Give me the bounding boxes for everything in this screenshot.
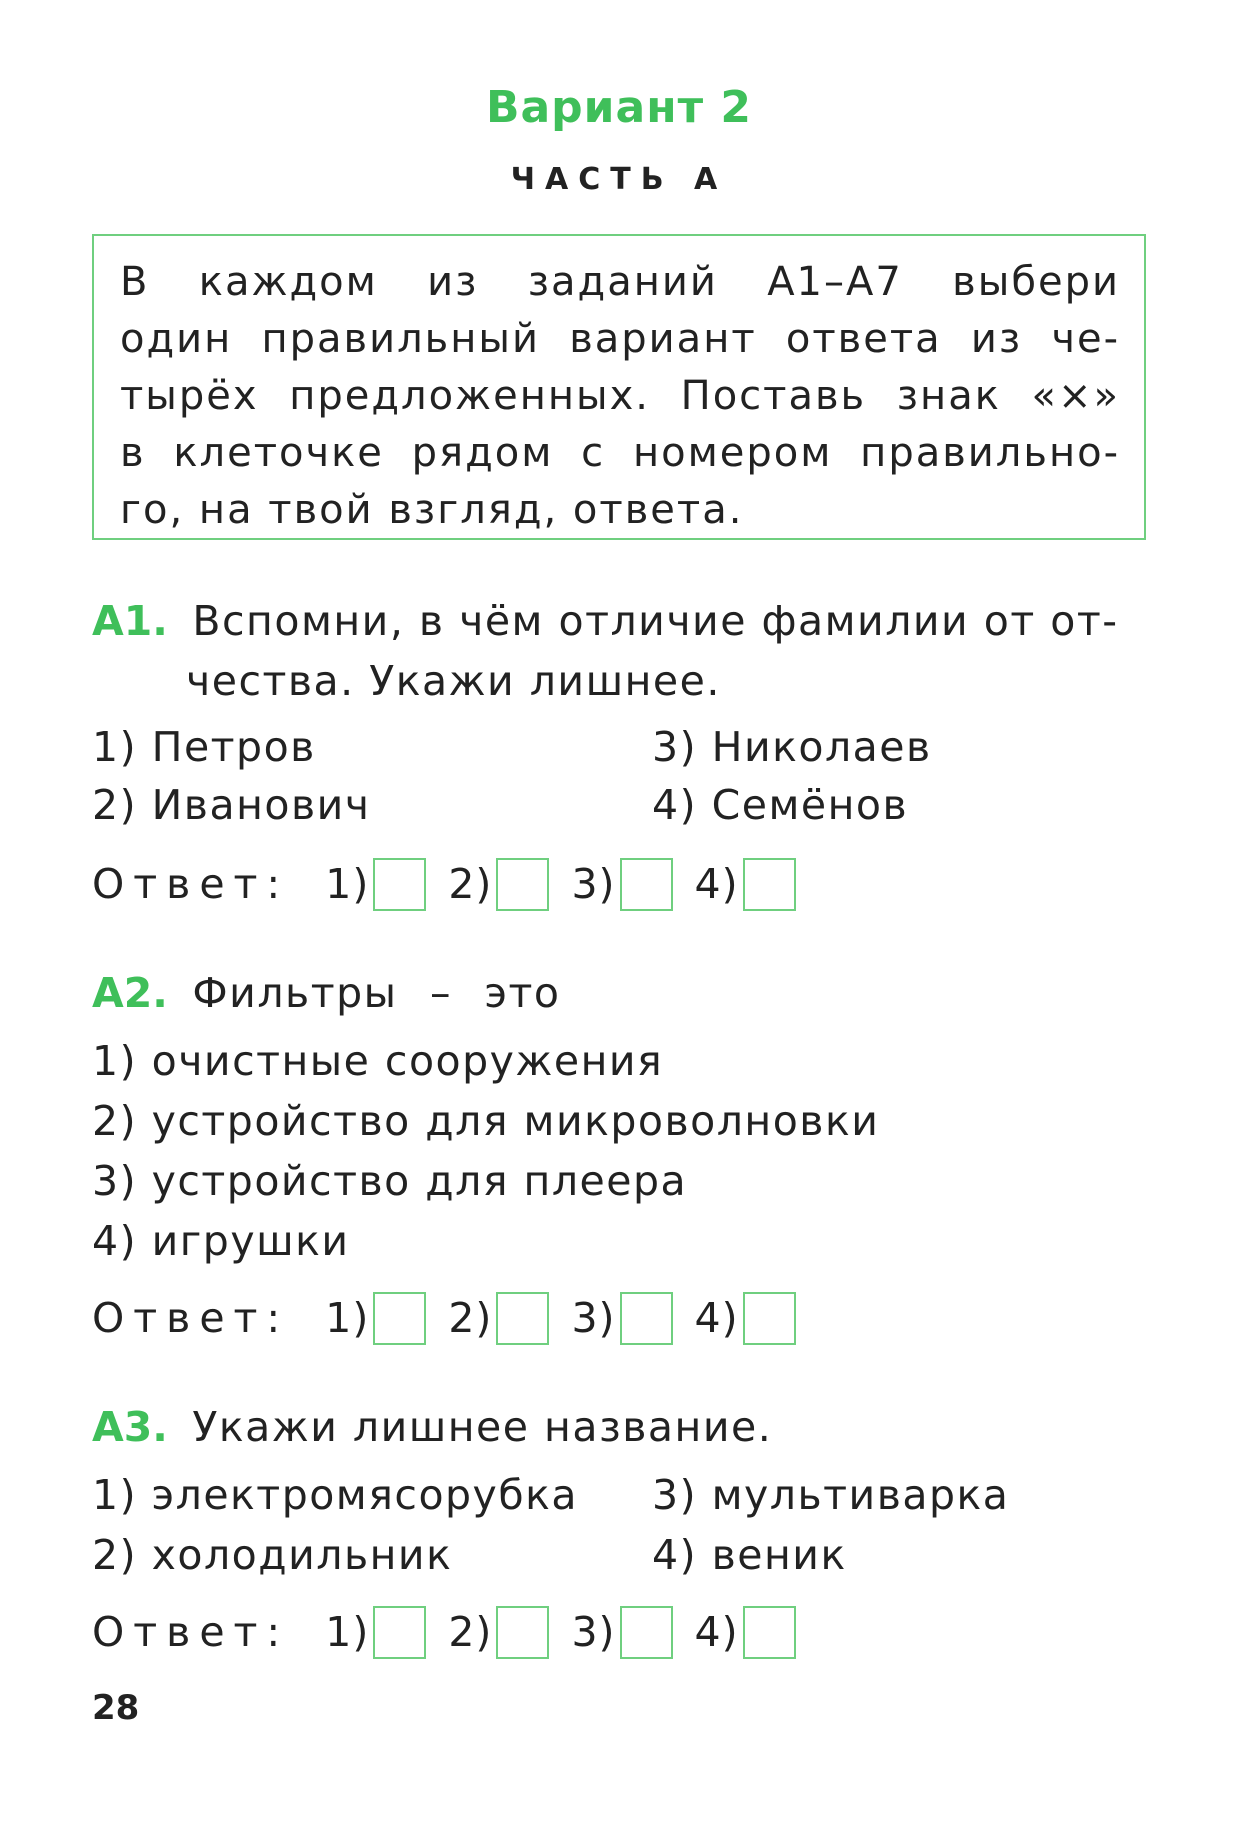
question-text: Вспомни, в чём отличие фамилии от от-	[192, 597, 1119, 645]
answer-option-number: 1)	[325, 860, 370, 908]
answer-checkbox[interactable]	[496, 1606, 549, 1659]
answer-checkbox[interactable]	[743, 1606, 796, 1659]
answer-option	[448, 858, 549, 911]
answer-checkbox[interactable]	[496, 1292, 549, 1345]
instruction-line: В каждом из заданий А1–А7 выбери	[120, 259, 1120, 305]
answer-label: Ответ:	[92, 860, 290, 908]
answer-row-a2	[92, 1290, 818, 1346]
question-a1-option-4: 4) Семёнов	[652, 781, 909, 829]
answer-option	[695, 1292, 796, 1345]
question-a3-option-4: 4) веник	[652, 1531, 847, 1579]
instruction-line: в клеточке рядом с номером правильно-	[120, 430, 1120, 476]
answer-checkbox[interactable]	[373, 1292, 426, 1345]
question-text: Укажи лишнее название.	[192, 1403, 773, 1451]
answer-option	[325, 858, 426, 911]
answer-checkbox[interactable]	[496, 858, 549, 911]
part-title: ЧАСТЬ А	[510, 162, 728, 197]
answer-option-number: 1)	[325, 1608, 370, 1656]
question-a1-line-1	[92, 596, 1119, 646]
answer-option-number: 1)	[325, 1294, 370, 1342]
question-a1-option-1: 1) Петров	[92, 723, 316, 771]
question-a2-line-1	[92, 968, 561, 1018]
question-a3-option-3: 3) мультиварка	[652, 1471, 1010, 1519]
answer-checkbox[interactable]	[620, 858, 673, 911]
page-number: 28	[92, 1688, 140, 1728]
question-number: А2.	[92, 969, 168, 1017]
answer-option	[325, 1606, 426, 1659]
answer-checkbox[interactable]	[743, 1292, 796, 1345]
instruction-line: один правильный вариант ответа из че-	[120, 316, 1120, 362]
question-number: А3.	[92, 1403, 168, 1451]
question-a2-option-3: 3) устройство для плеера	[92, 1157, 688, 1205]
answer-option	[695, 858, 796, 911]
answer-checkbox[interactable]	[743, 858, 796, 911]
question-a2-option-2: 2) устройство для микроволновки	[92, 1097, 880, 1145]
answer-option	[695, 1606, 796, 1659]
instruction-line: го, на твой взгляд, ответа.	[120, 487, 744, 533]
answer-option	[571, 1606, 672, 1659]
answer-label: Ответ:	[92, 1608, 290, 1656]
question-text: Фильтры – это	[192, 969, 561, 1017]
answer-label: Ответ:	[92, 1294, 290, 1342]
answer-option	[571, 1292, 672, 1345]
answer-option-number: 4)	[694, 860, 739, 908]
answer-checkbox[interactable]	[373, 858, 426, 911]
answer-option-number: 4)	[694, 1608, 739, 1656]
instruction-box	[92, 234, 1146, 540]
answer-option-number: 2)	[448, 1608, 493, 1656]
question-a2-option-1: 1) очистные сооружения	[92, 1037, 664, 1085]
question-a3-option-1: 1) электромясорубка	[92, 1471, 578, 1519]
answer-option	[448, 1292, 549, 1345]
answer-option-number: 2)	[448, 860, 493, 908]
question-a2-option-4: 4) игрушки	[92, 1217, 350, 1265]
answer-checkbox[interactable]	[620, 1292, 673, 1345]
question-a3-option-2: 2) холодильник	[92, 1531, 453, 1579]
answer-row-a3	[92, 1604, 818, 1660]
answer-option-number: 2)	[448, 1294, 493, 1342]
variant-title: Вариант 2	[485, 82, 753, 133]
question-a1-option-2: 2) Иванович	[92, 781, 371, 829]
answer-checkbox[interactable]	[620, 1606, 673, 1659]
answer-option-number: 3)	[571, 1608, 616, 1656]
question-a3-line-1	[92, 1402, 772, 1452]
instruction-line: тырёх предложенных. Поставь знак «×»	[120, 373, 1120, 419]
answer-option	[325, 1292, 426, 1345]
answer-option	[571, 858, 672, 911]
question-a1-option-3: 3) Николаев	[652, 723, 932, 771]
question-number: А1.	[92, 597, 168, 645]
answer-option-number: 3)	[571, 860, 616, 908]
answer-option-number: 4)	[694, 1294, 739, 1342]
answer-row-a1	[92, 856, 818, 912]
question-a1-line-2: чества. Укажи лишнее.	[186, 657, 721, 705]
answer-checkbox[interactable]	[373, 1606, 426, 1659]
answer-option	[448, 1606, 549, 1659]
answer-option-number: 3)	[571, 1294, 616, 1342]
